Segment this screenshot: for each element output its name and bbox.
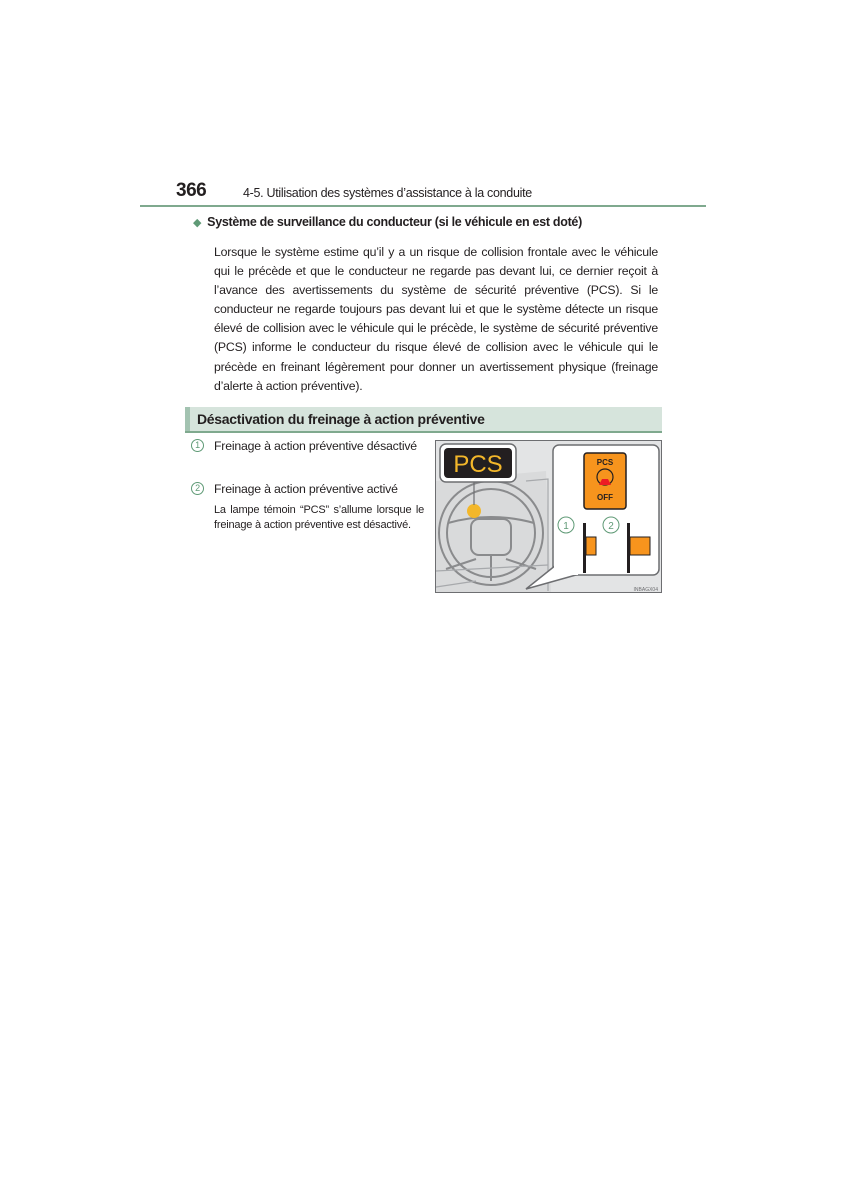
indicator-note: La lampe témoin “PCS” s’allume lorsque le freinage à action préventive est désactivé. — [214, 504, 424, 531]
illustration-svg — [436, 441, 662, 593]
number-1-icon: 1 — [191, 439, 204, 452]
header-rule — [140, 205, 706, 207]
page-number: 366 — [176, 180, 207, 201]
driver-monitor-heading — [193, 215, 582, 229]
driver-monitor-heading-text: Système de surveillance du conducteur (si le véhicule en est doté) — [207, 215, 582, 229]
section-title: Désactivation du freinage à action préventive — [197, 411, 485, 427]
svg-text:2: 2 — [608, 521, 614, 532]
driver-monitor-paragraph: Lorsque le système estime qu’il y a un risque de collision frontale avec le véhicule qui le précède et que le conducteur ne regarde pas devant lui, ce dernier reçoit à l’avance des avertissements du système de sécurité préventive (PCS). Si le conducteur ne regarde toujours pas devant lui et que le système détecte un risque élevé de collision avec le véhicule qui le précède, le système de sécurité préventive (PCS) informe le conducteur du risque élevé de collision avec le véhicule qui le précède en freinant légèrement pour donner un avertissement physique (freinage d’alerte à action préventive). — [214, 245, 658, 393]
pcs-indicator-lamp — [467, 504, 481, 518]
switch-label-bottom: OFF — [597, 493, 613, 502]
section-band-rule — [185, 431, 662, 433]
svg-text:1: 1 — [563, 521, 569, 532]
list-item-text: Freinage à action préventive désactivé — [214, 439, 417, 453]
list-item-text: Freinage à action préventive activé — [214, 482, 398, 496]
switch-label-top: PCS — [596, 458, 614, 467]
pcs-indicator-label: PCS — [453, 451, 503, 478]
figure-code: INBAGX04 — [633, 587, 658, 593]
list-item-activated — [191, 480, 425, 499]
list-item-deactivated — [191, 437, 425, 456]
pcs-switch-illustration — [435, 440, 662, 593]
chapter-title: 4-5. Utilisation des systèmes d’assistance à la conduite — [243, 186, 532, 200]
diamond-bullet-icon: ◆ — [193, 217, 202, 229]
callout-2 — [603, 517, 619, 533]
number-2-icon: 2 — [191, 482, 204, 495]
callout-1 — [558, 517, 574, 533]
